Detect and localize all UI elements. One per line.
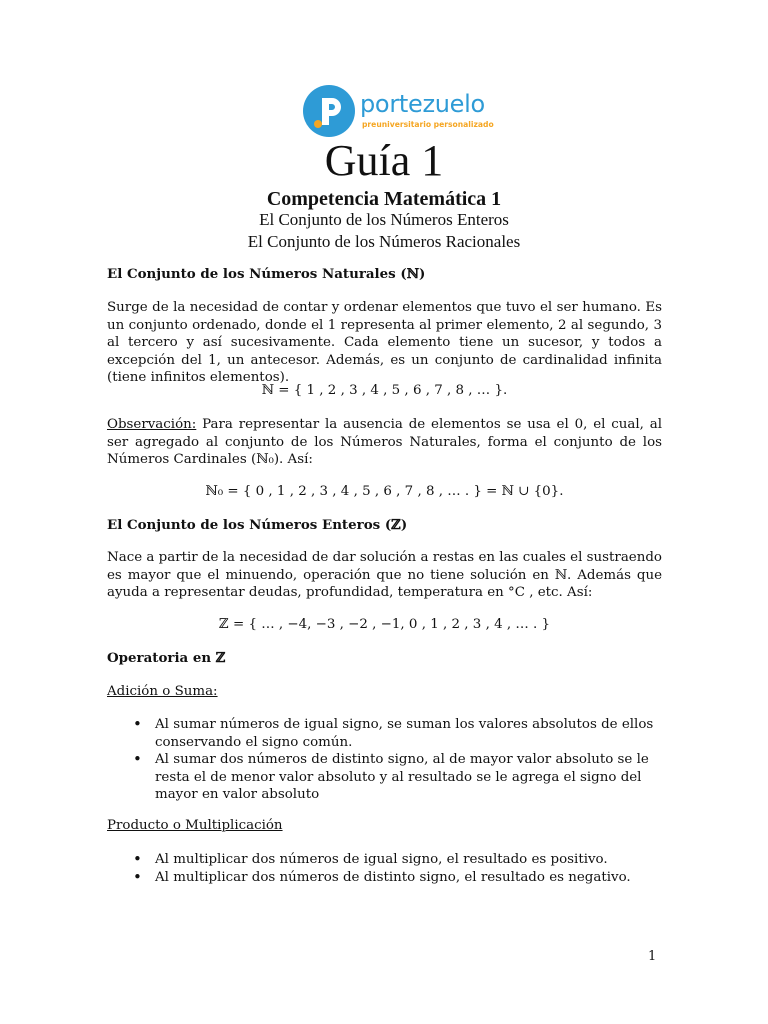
logo-wordmark: portezuelo — [360, 90, 485, 118]
suma-label: Adición o Suma: — [107, 684, 218, 699]
portezuelo-logo — [302, 84, 502, 140]
logo-p-icon — [302, 84, 356, 138]
list-item: • Al sumar números de igual signo, se suman los valores absolutos de ellos conservando el signo común. — [107, 716, 662, 751]
observacion-text: Para representar la ausencia de elementos se usa el 0, el cual, al ser agregado al conjunto de los Números Naturales, forma el conjunto de los Números Cardinales (ℕ₀). Así: — [107, 417, 662, 467]
page-number: 1 — [648, 949, 657, 964]
operatoria-heading: Operatoria en ℤ — [107, 650, 226, 666]
naturales-heading: El Conjunto de los Números Naturales (ℕ) — [107, 266, 426, 282]
subtitle-line-2: El Conjunto de los Números Racionales — [247, 232, 521, 251]
observacion-paragraph — [107, 416, 662, 469]
page-title: Guía 1 — [324, 136, 444, 185]
list-item: • Al multiplicar dos números de distinto signo, el resultado es negativo. — [107, 869, 662, 887]
suma-list — [107, 716, 662, 804]
enteros-heading: El Conjunto de los Números Enteros (ℤ) — [107, 517, 408, 533]
observacion-label: Observación: — [107, 417, 197, 432]
page-subtitle: Competencia Matemática 1 — [266, 188, 502, 210]
cardinales-formula: ℕ₀ = { 0 , 1 , 2 , 3 , 4 , 5 , 6 , 7 , 8 , … . } = ℕ ∪ {0}. — [205, 484, 564, 499]
naturales-formula: ℕ = { 1 , 2 , 3 , 4 , 5 , 6 , 7 , 8 , … }. — [261, 383, 508, 398]
producto-list — [107, 851, 662, 886]
logo-tagline: preuniversitario personalizado — [362, 120, 494, 129]
naturales-paragraph: Surge de la necesidad de contar y ordenar elementos que tuvo el ser humano. Es un conjunto ordenado, donde el 1 representa al primer elemento, 2 al segundo, 3 al tercero y así sucesivamente. Cada elemento tiene un sucesor, y todos a excepción del 1, un antecesor. Además, es un conjunto de cardinalidad infinita (tiene infinitos elementos). — [107, 300, 662, 385]
producto-label: Producto o Multiplicación — [107, 818, 283, 833]
list-item: • Al sumar dos números de distinto signo, al de mayor valor absoluto se le resta el de menor valor absoluto y al resultado se le agrega el signo del mayor en valor absoluto — [107, 751, 662, 804]
subtitle-line-1: El Conjunto de los Números Enteros — [259, 210, 509, 229]
list-item: • Al multiplicar dos números de igual signo, el resultado es positivo. — [107, 851, 662, 869]
enteros-paragraph: Nace a partir de la necesidad de dar solución a restas en las cuales el sustraendo es mayor que el minuendo, operación que no tiene solución en ℕ. Además que ayuda a representar deudas, profundidad, temperatura en °C , etc. Así: — [107, 550, 662, 600]
enteros-formula: ℤ = { … , −4, −3 , −2 , −1, 0 , 1 , 2 , 3 , 4 , … . } — [218, 617, 551, 632]
